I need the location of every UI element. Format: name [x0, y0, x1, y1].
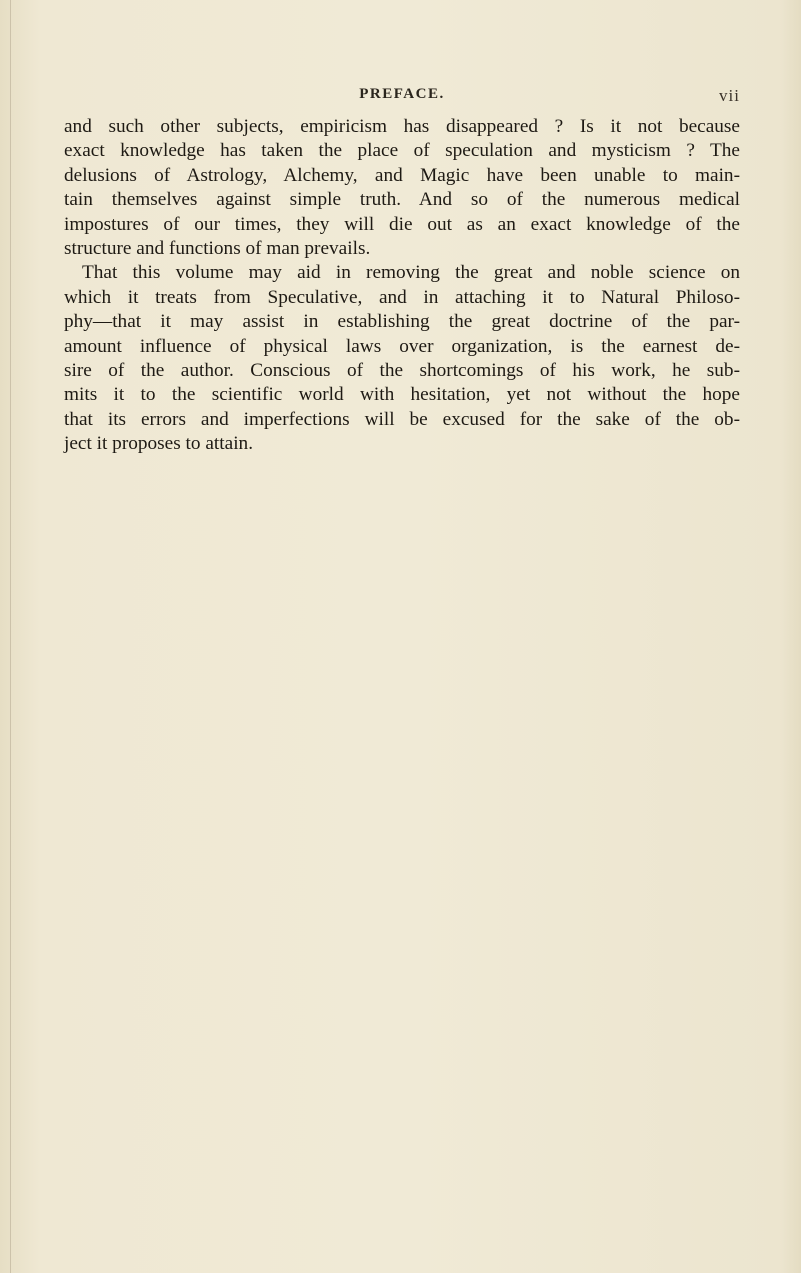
text-line: sire of the author. Conscious of the shortcomings of his work, he sub- — [64, 359, 740, 381]
text-line: ject it proposes to attain. — [64, 433, 254, 455]
paragraph-2 — [64, 261, 740, 456]
page-number: vii — [719, 86, 740, 105]
text-line: impostures of our times, they will die out as an exact knowledge of the — [64, 213, 740, 235]
text-line: that its errors and imperfections will be excused for the sake of the ob- — [64, 408, 740, 430]
page-gutter-shadow — [10, 0, 11, 1273]
text-line: tain themselves against simple truth. And so of the numerous medical — [64, 189, 740, 211]
running-title: PREFACE. — [359, 86, 445, 102]
text-line: structure and functions of man prevails. — [64, 237, 371, 259]
text-line: which it treats from Speculative, and in attaching it to Natural Philoso- — [64, 286, 740, 308]
text-line: amount influence of physical laws over organization, is the earnest de- — [64, 335, 740, 357]
text-line: phy—that it may assist in establishing the great doctrine of the par- — [64, 311, 740, 333]
paragraph-1 — [64, 115, 740, 261]
text-line: exact knowledge has taken the place of speculation and mysticism ? The — [64, 140, 740, 162]
text-line: delusions of Astrology, Alchemy, and Magic have been unable to main- — [64, 164, 740, 186]
text-line: and such other subjects, empiricism has disappeared ? Is it not because — [64, 116, 740, 137]
text-line: mits it to the scientific world with hesitation, yet not without the hope — [64, 384, 740, 406]
running-head — [64, 86, 740, 110]
body-text — [64, 115, 740, 457]
text-line: That this volume may aid in removing the great and noble science on — [82, 262, 740, 284]
